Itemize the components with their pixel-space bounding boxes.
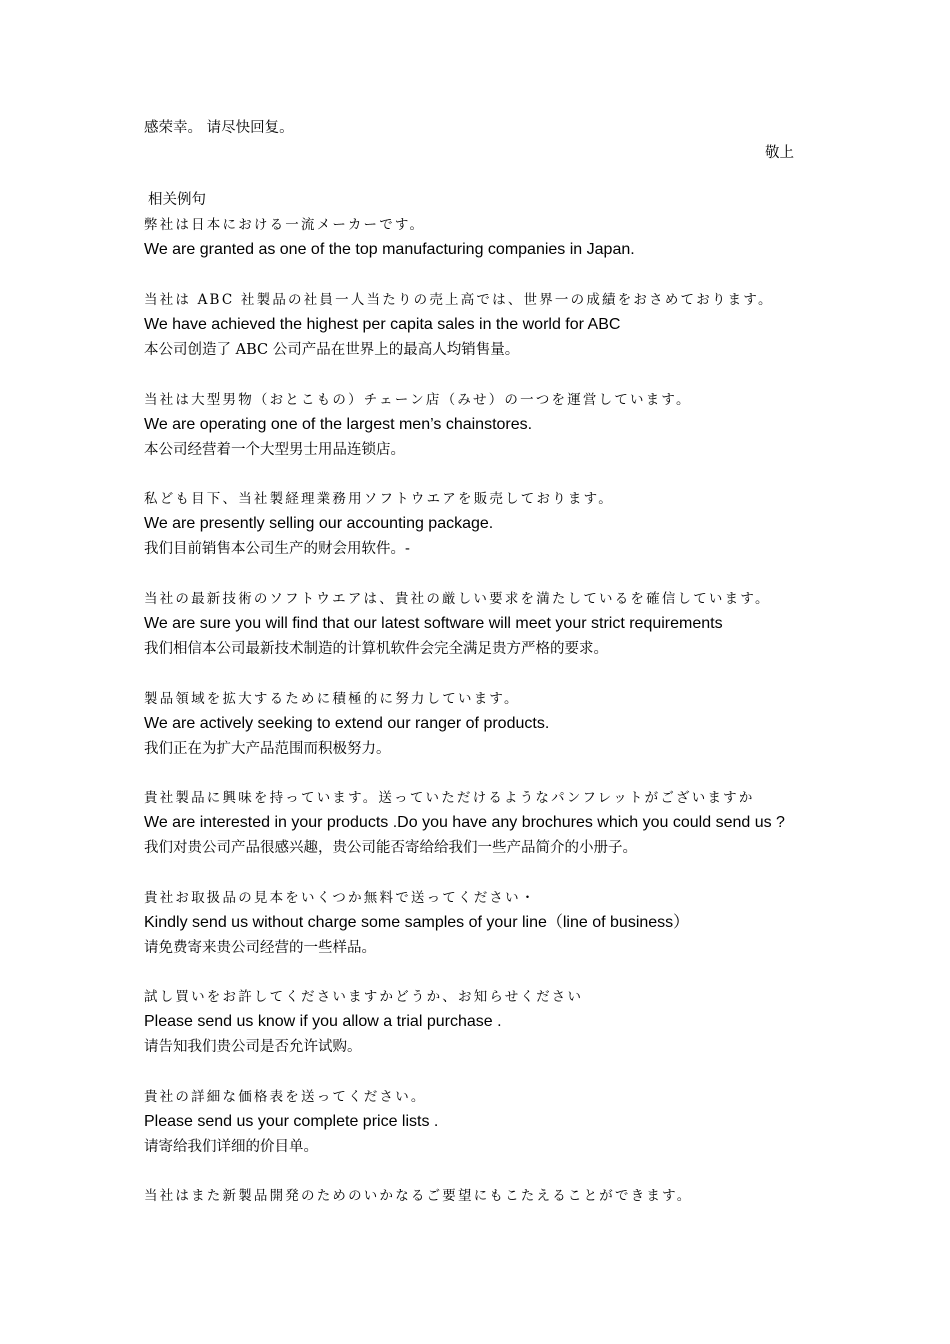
example-11-ja: 当社はまた新製品開発のためのいかなるご要望にもこたえることができます。 [144, 1188, 693, 1204]
intro-line: 感荣幸。 请尽快回复。 [144, 120, 294, 136]
example-2-ja: 当社は ABC 社製品の社員一人当たりの売上高では、世界一の成績をおさめております。 [144, 292, 774, 308]
example-9-en: Please send us know if you allow a trial purchase . [144, 1013, 502, 1030]
example-4-zh: 我们目前销售本公司生产的财会用软件。- [144, 541, 410, 557]
example-10-zh: 请寄给我们详细的价目单。 [144, 1139, 318, 1155]
example-2-en: We have achieved the highest per capita sales in the world for ABC [144, 316, 621, 333]
example-8-en: Kindly send us without charge some samples of your line（line of business） [144, 914, 690, 931]
example-6-ja: 製品領域を拡大するために積極的に努力しています。 [144, 691, 520, 707]
example-4-ja: 私ども目下、当社製経理業務用ソフトウエアを販売しております。 [144, 491, 614, 507]
example-7-zh: 我们对贵公司产品很感兴趣，贵公司能否寄给给我们一些产品简介的小册子。 [144, 840, 637, 856]
example-8-ja: 貴社お取扱品の見本をいくつか無料で送ってください・ [144, 890, 537, 906]
section-heading: 相关例句 [148, 192, 206, 208]
example-1-ja: 弊社は日本における一流メーカーです。 [144, 217, 426, 233]
example-6-zh: 我们正在为扩大产品范围而积极努力。 [144, 741, 391, 757]
closing-salutation: 敬上 [765, 145, 794, 161]
example-5-ja: 当社の最新技術のソフトウエアは、貴社の厳しい要求を満たしているを確信しています。 [144, 591, 771, 607]
example-8-zh: 请免费寄来贵公司经营的一些样品。 [144, 940, 376, 956]
example-3-en: We are operating one of the largest men’s chainstores. [144, 416, 533, 433]
example-3-ja: 当社は大型男物（おとこもの）チェーン店（みせ）の一つを運営しています。 [144, 392, 692, 408]
example-10-ja: 貴社の詳細な価格表を送ってください。 [144, 1089, 427, 1105]
example-7-ja: 貴社製品に興味を持っています。送っていただけるようなパンフレットがございますか [144, 790, 755, 806]
example-6-en: We are actively seeking to extend our ranger of products. [144, 715, 550, 732]
example-10-en: Please send us your complete price lists . [144, 1113, 439, 1130]
example-1-en: We are granted as one of the top manufacturing companies in Japan. [144, 241, 635, 258]
example-4-en: We are presently selling our accounting package. [144, 515, 494, 532]
example-9-ja: 試し買いをお許してくださいますかどうか、お知らせください [144, 989, 584, 1005]
example-7-en: We are interested in your products .Do you have any brochures which you could send us ? [144, 814, 785, 831]
example-5-zh: 我们相信本公司最新技术制造的计算机软件会完全满足贵方严格的要求。 [144, 641, 608, 657]
example-5-en: We are sure you will find that our latest software will meet your strict requirements [144, 615, 723, 632]
example-9-zh: 请告知我们贵公司是否允许试购。 [144, 1039, 362, 1055]
example-3-zh: 本公司经营着一个大型男士用品连锁店。 [144, 442, 405, 458]
example-2-zh: 本公司创造了 ABC 公司产品在世界上的最高人均销售量。 [144, 342, 520, 358]
